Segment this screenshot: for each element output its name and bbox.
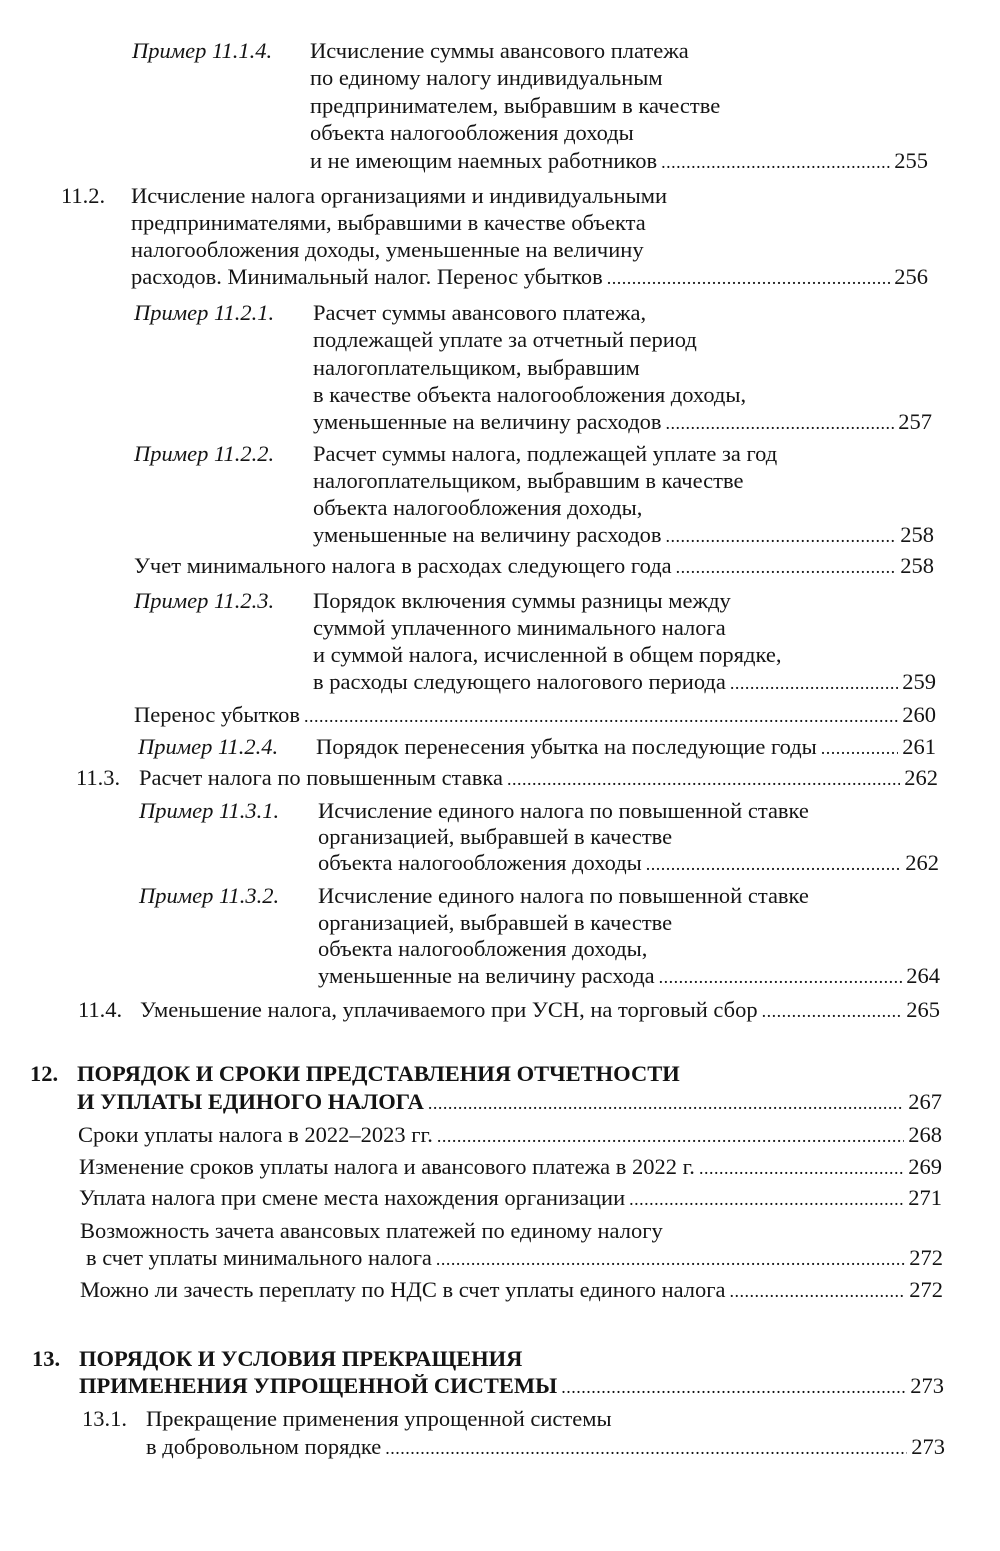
entry-text-line: в качестве объекта налогообложения доходы,	[313, 382, 747, 407]
entry-text-line: налогоплательщиком, выбравшим в качестве	[313, 468, 744, 493]
dot-leader	[762, 996, 903, 1025]
dot-leader	[699, 1153, 904, 1182]
entry-text-line: объекта налогообложения доходы	[310, 120, 634, 145]
entry-last-line	[79, 1153, 942, 1181]
entry-last-line	[318, 849, 939, 877]
page-number: 261	[902, 734, 936, 759]
page-number: 262	[905, 850, 939, 875]
entry-last-line	[80, 1276, 943, 1304]
example-label: Пример 11.2.1.	[134, 300, 275, 325]
page-number: 272	[909, 1245, 943, 1270]
example-label: Пример 11.3.2.	[139, 883, 280, 908]
dot-leader	[659, 962, 903, 991]
entry-text: уменьшенные на величину расходов	[313, 522, 662, 547]
entry-text-line: Исчисление единого налога по повышенной ставке	[318, 883, 809, 908]
example-label: Пример 11.3.1.	[139, 798, 280, 823]
dot-leader	[676, 552, 897, 581]
dot-leader	[607, 263, 890, 292]
entry-text: и не имеющим наемных работников	[310, 148, 658, 173]
dot-leader	[821, 733, 898, 762]
entry-last-line	[146, 1433, 945, 1461]
example-label: Пример 11.2.2.	[134, 441, 275, 466]
page-number: 264	[906, 963, 940, 988]
entry-text: Расчет налога по повышенным ставка	[139, 765, 503, 790]
page-number: 272	[909, 1277, 943, 1302]
example-label: Пример 11.2.4.	[138, 734, 279, 759]
entry-last-line	[316, 733, 936, 761]
entry-text: Изменение сроков уплаты налога и авансового платежа в 2022 г.	[79, 1154, 695, 1179]
dot-leader	[507, 764, 900, 793]
page-number: 267	[908, 1089, 942, 1114]
entry-last-line	[79, 1372, 944, 1400]
dot-leader	[436, 1244, 905, 1273]
entry-text: Учет минимального налога в расходах следующего года	[134, 553, 672, 578]
entry-text: Можно ли зачесть переплату по НДС в счет уплаты единого налога	[80, 1277, 726, 1302]
entry-text-line: налогоплательщиком, выбравшим	[313, 355, 640, 380]
entry-text-line: Исчисление единого налога по повышенной ставке	[318, 798, 809, 823]
entry-last-line	[134, 552, 934, 580]
page-number: 265	[906, 997, 940, 1022]
entry-text-line: суммой уплаченного минимального налога	[313, 615, 726, 640]
entry-text-line: Возможность зачета авансовых платежей по единому налогу	[80, 1218, 663, 1243]
entry-text-line: Прекращение применения упрощенной системы	[146, 1406, 612, 1431]
entry-text-line: объекта налогообложения доходы,	[318, 936, 648, 961]
page-number: 273	[910, 1373, 944, 1398]
chapter-title-line: ПОРЯДОК И УСЛОВИЯ ПРЕКРАЩЕНИЯ	[79, 1346, 523, 1371]
entry-text: в расходы следующего налогового периода	[313, 669, 726, 694]
example-label: Пример 11.2.3.	[134, 588, 275, 613]
entry-text-line: организацией, выбравшей в качестве	[318, 910, 673, 935]
dot-leader	[629, 1184, 904, 1213]
entry-last-line	[79, 1184, 942, 1212]
entry-text: Уменьшение налога, уплачиваемого при УСН, на торговый сбор	[140, 997, 758, 1022]
chapter-title-line: ПОРЯДОК И СРОКИ ПРЕДСТАВЛЕНИЯ ОТЧЕТНОСТИ	[77, 1061, 680, 1086]
page-number: 256	[894, 264, 928, 289]
dot-leader	[385, 1433, 907, 1462]
example-label: Пример 11.1.4.	[132, 38, 273, 63]
dot-leader	[661, 147, 890, 176]
entry-text: Уплата налога при смене места нахождения организации	[79, 1185, 626, 1210]
entry-last-line	[86, 1244, 943, 1272]
entry-text-line: по единому налогу индивидуальным	[310, 65, 663, 90]
entry-last-line	[131, 263, 928, 291]
dot-leader	[730, 668, 898, 697]
page-number: 258	[900, 553, 934, 578]
entry-last-line	[318, 962, 940, 990]
chapter-number: 12.	[30, 1061, 59, 1086]
entry-text: Сроки уплаты налога в 2022–2023 гг.	[78, 1122, 433, 1147]
entry-last-line	[313, 521, 934, 549]
section-number: 11.3.	[76, 765, 121, 790]
entry-last-line	[77, 1088, 942, 1116]
page-number: 262	[904, 765, 938, 790]
entry-text: уменьшенные на величину расходов	[313, 409, 662, 434]
entry-last-line	[313, 408, 932, 436]
entry-text-line: предпринимателем, выбравшим в качестве	[310, 93, 721, 118]
page-number: 260	[902, 702, 936, 727]
page-number: 259	[902, 669, 936, 694]
entry-text: в добровольном порядке	[146, 1434, 382, 1459]
page-number: 269	[908, 1154, 942, 1179]
page-number: 258	[900, 522, 934, 547]
entry-text-line: Расчет суммы налога, подлежащей уплате за год	[313, 441, 778, 466]
entry-text: расходов. Минимальный налог. Перенос убытков	[131, 264, 603, 289]
chapter-title: ПРИМЕНЕНИЯ УПРОЩЕННОЙ СИСТЕМЫ	[79, 1373, 558, 1398]
entry-text-line: Расчет суммы авансового платежа,	[313, 300, 647, 325]
entry-text-line: налогообложения доходы, уменьшенные на величину	[131, 237, 644, 262]
entry-text-line: подлежащей уплате за отчетный период	[313, 327, 697, 352]
entry-last-line	[310, 147, 928, 175]
entry-last-line	[313, 668, 936, 696]
entry-text-line: объекта налогообложения доходы,	[313, 495, 643, 520]
dot-leader	[666, 408, 895, 437]
dot-leader	[561, 1372, 906, 1401]
dot-leader	[730, 1276, 906, 1305]
entry-text: объекта налогообложения доходы	[318, 850, 642, 875]
entry-text-line: предпринимателями, выбравшими в качестве объекта	[131, 210, 646, 235]
entry-text-line: и суммой налога, исчисленной в общем порядке,	[313, 642, 782, 667]
entry-last-line	[139, 764, 938, 792]
entry-text-line: Исчисление налога организациями и индивидуальными	[131, 183, 668, 208]
chapter-number: 13.	[32, 1346, 61, 1371]
section-number: 11.2.	[61, 183, 106, 208]
entry-text: в счет уплаты минимального налога	[86, 1245, 432, 1270]
dot-leader	[646, 849, 901, 878]
entry-text: Порядок перенесения убытка на последующие годы	[316, 734, 817, 759]
chapter-title: И УПЛАТЫ ЕДИНОГО НАЛОГА	[77, 1089, 424, 1114]
entry-text: уменьшенные на величину расхода	[318, 963, 655, 988]
page-number: 255	[894, 148, 928, 173]
entry-last-line	[134, 701, 936, 729]
page-number: 257	[898, 409, 932, 434]
entry-last-line	[78, 1121, 942, 1149]
page-number: 273	[911, 1434, 945, 1459]
entry-text-line: Исчисление суммы авансового платежа	[310, 38, 689, 63]
section-number: 11.4.	[78, 997, 123, 1022]
entry-text-line: Порядок включения суммы разницы между	[313, 588, 731, 613]
entry-last-line	[140, 996, 940, 1024]
section-number: 13.1.	[82, 1406, 127, 1431]
dot-leader	[428, 1088, 904, 1117]
dot-leader	[304, 701, 898, 730]
dot-leader	[666, 521, 897, 550]
dot-leader	[437, 1121, 904, 1150]
entry-text-line: организацией, выбравшей в качестве	[318, 824, 673, 849]
entry-text: Перенос убытков	[134, 702, 300, 727]
page-number: 268	[908, 1122, 942, 1147]
page-number: 271	[908, 1185, 942, 1210]
